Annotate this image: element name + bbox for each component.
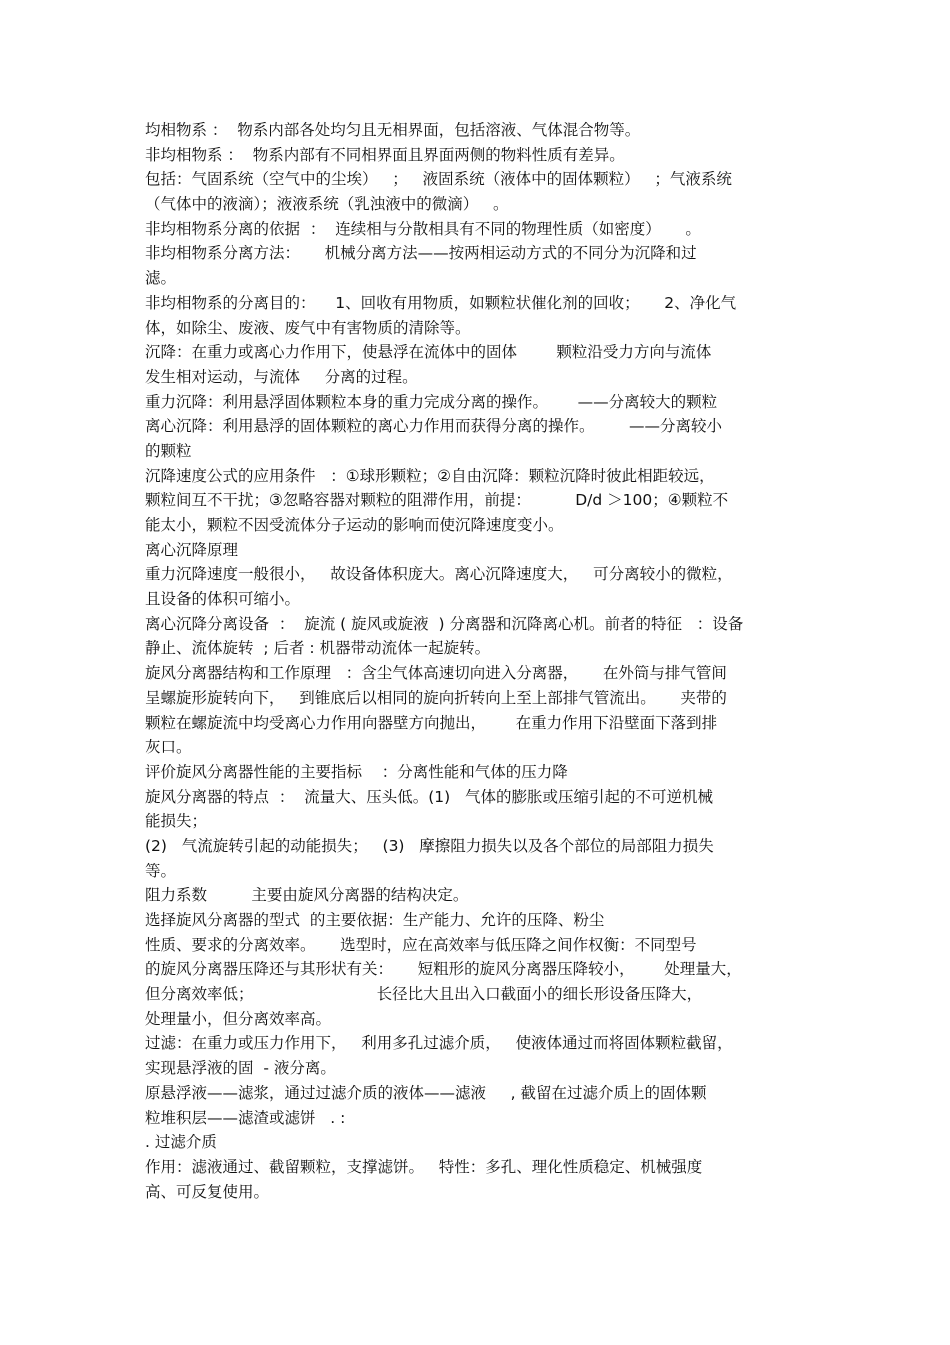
text-line: 均相物系 ： 物系内部各处均匀且无相界面，包括溶液、气体混合物等。 <box>145 121 641 139</box>
text-line: 重力沉降速度一般很小， 故设备体积庞大。离心沉降速度大， 可分离较小的微粒， <box>145 565 733 584</box>
text-line: 颗粒在螺旋流中均受离心力作用向器壁方向抛出， 在重力作用下沿壁面下落到排 <box>145 713 718 732</box>
text-line: 处理量小，但分离效率高。 <box>145 1009 332 1028</box>
text-line: 能损失； <box>145 812 208 831</box>
text-line: 非均相物系的分离目的： 1、回收有用物质，如颗粒状催化剂的回收； 2、净化气 <box>145 293 737 312</box>
text-line: 颗粒间互不干扰；③忽略容器对颗粒的阻滞作用，前提： D/d ＞100；④颗粒不 <box>145 491 729 510</box>
text-line: . 过滤介质 <box>145 1133 217 1152</box>
text-line: 重力沉降：利用悬浮固体颗粒本身的重力完成分离的操作。 ——分离较大的颗粒 <box>145 392 718 411</box>
text-line: 过滤：在重力或压力作用下， 利用多孔过滤介质， 使液体通过而将固体颗粒截留， <box>145 1034 733 1053</box>
text-line: 能太小，颗粒不因受流体分子运动的影响而使沉降速度变小。 <box>145 516 564 534</box>
text-line: 实现悬浮液的固 - 液分离。 <box>145 1059 336 1078</box>
text-line: 呈螺旋形旋转向下， 到锥底后以相同的旋向折转向上至上部排气管流出。 夹带的 <box>145 688 727 707</box>
text-line: 发生相对运动，与流体 分离的过程。 <box>145 367 418 386</box>
text-line: 选择旋风分离器的型式 的主要依据：生产能力、允许的压降、粉尘 <box>145 911 605 929</box>
text-line: 粒堆积层——滤渣或滤饼 . : <box>145 1108 346 1127</box>
text-line: 且设备的体积可缩小。 <box>145 590 301 609</box>
text-line: 旋风分离器结构和工作原理 ：含尘气体高速切向进入分离器， 在外筒与排气管间 <box>145 664 727 683</box>
text-line: 旋风分离器的特点 ： 流量大、压头低。(1) 气体的膨胀或压缩引起的不可逆机械 <box>145 787 713 806</box>
text-line: 的旋风分离器压降还与其形状有关： 短粗形的旋风分离器压降较小， 处理量大， <box>145 960 742 979</box>
text-line: 评价旋风分离器性能的主要指标 ：分离性能和气体的压力降 <box>145 762 568 781</box>
text-line: 沉降速度公式的应用条件 ：①球形颗粒；②自由沉降：颗粒沉降时彼此相距较远， <box>145 466 715 485</box>
text-line: 非均相物系分离的依据 ： 连续相与分散相具有不同的物理性质（如密度） 。 <box>145 219 701 238</box>
text-line: 滤。 <box>145 269 177 288</box>
text-line: 作用：滤液通过、截留颗粒，支撑滤饼。 特性：多孔、理化性质稳定、机械强度 <box>145 1157 703 1176</box>
text-line: 离心沉降分离设备 ： 旋流 ( 旋风或旋液 ) 分离器和沉降离心机。前者的特征 ：设备 <box>145 614 744 633</box>
document-body <box>145 118 810 1204</box>
text-line: 原悬浮液——滤浆，通过过滤介质的液体——滤液 , 截留在过滤介质上的固体颗 <box>145 1083 707 1102</box>
text-line: 阻力系数 主要由旋风分离器的结构决定。 <box>145 886 469 905</box>
text-line: 等。 <box>145 861 177 880</box>
text-line: 但分离效率低； 长径比大且出入口截面小的细长形设备压降大， <box>145 985 703 1004</box>
text-line: 非均相物系 ： 物系内部有不同相界面且界面两侧的物料性质有差异。 <box>145 145 625 164</box>
text-line: 性质、要求的分离效率。 选型时，应在高效率与低压降之间作权衡：不同型号 <box>145 935 697 954</box>
text-line: 沉降：在重力或离心力作用下，使悬浮在流体中的固体 颗粒沿受力方向与流体 <box>145 343 712 362</box>
text-line: 静止、流体旋转 ; 后者 : 机器带动流体一起旋转。 <box>145 639 491 658</box>
text-line: 高、可反复使用。 <box>145 1182 270 1201</box>
text-line: （气体中的液滴）；液液系统（乳浊液中的微滴） 。 <box>145 195 509 214</box>
text-line: 的颗粒 <box>145 441 192 460</box>
text-line: 灰口。 <box>145 738 192 757</box>
text-line: (2) 气流旋转引起的动能损失； (3) 摩擦阻力损失以及各个部位的局部阻力损失 <box>145 836 714 855</box>
text-line: 离心沉降原理 <box>145 540 239 559</box>
text-line: 离心沉降：利用悬浮的固体颗粒的离心力作用而获得分离的操作。 ——分离较小 <box>145 417 722 436</box>
text-line: 体，如除尘、废液、废气中有害物质的清除等。 <box>145 318 471 337</box>
text-line: 包括：气固系统（空气中的尘埃） ； 液固系统（液体中的固体颗粒） ；气液系统 <box>145 170 732 189</box>
text-line: 非均相物系分离方法： 机械分离方法——按两相运动方式的不同分为沉降和过 <box>145 244 697 263</box>
